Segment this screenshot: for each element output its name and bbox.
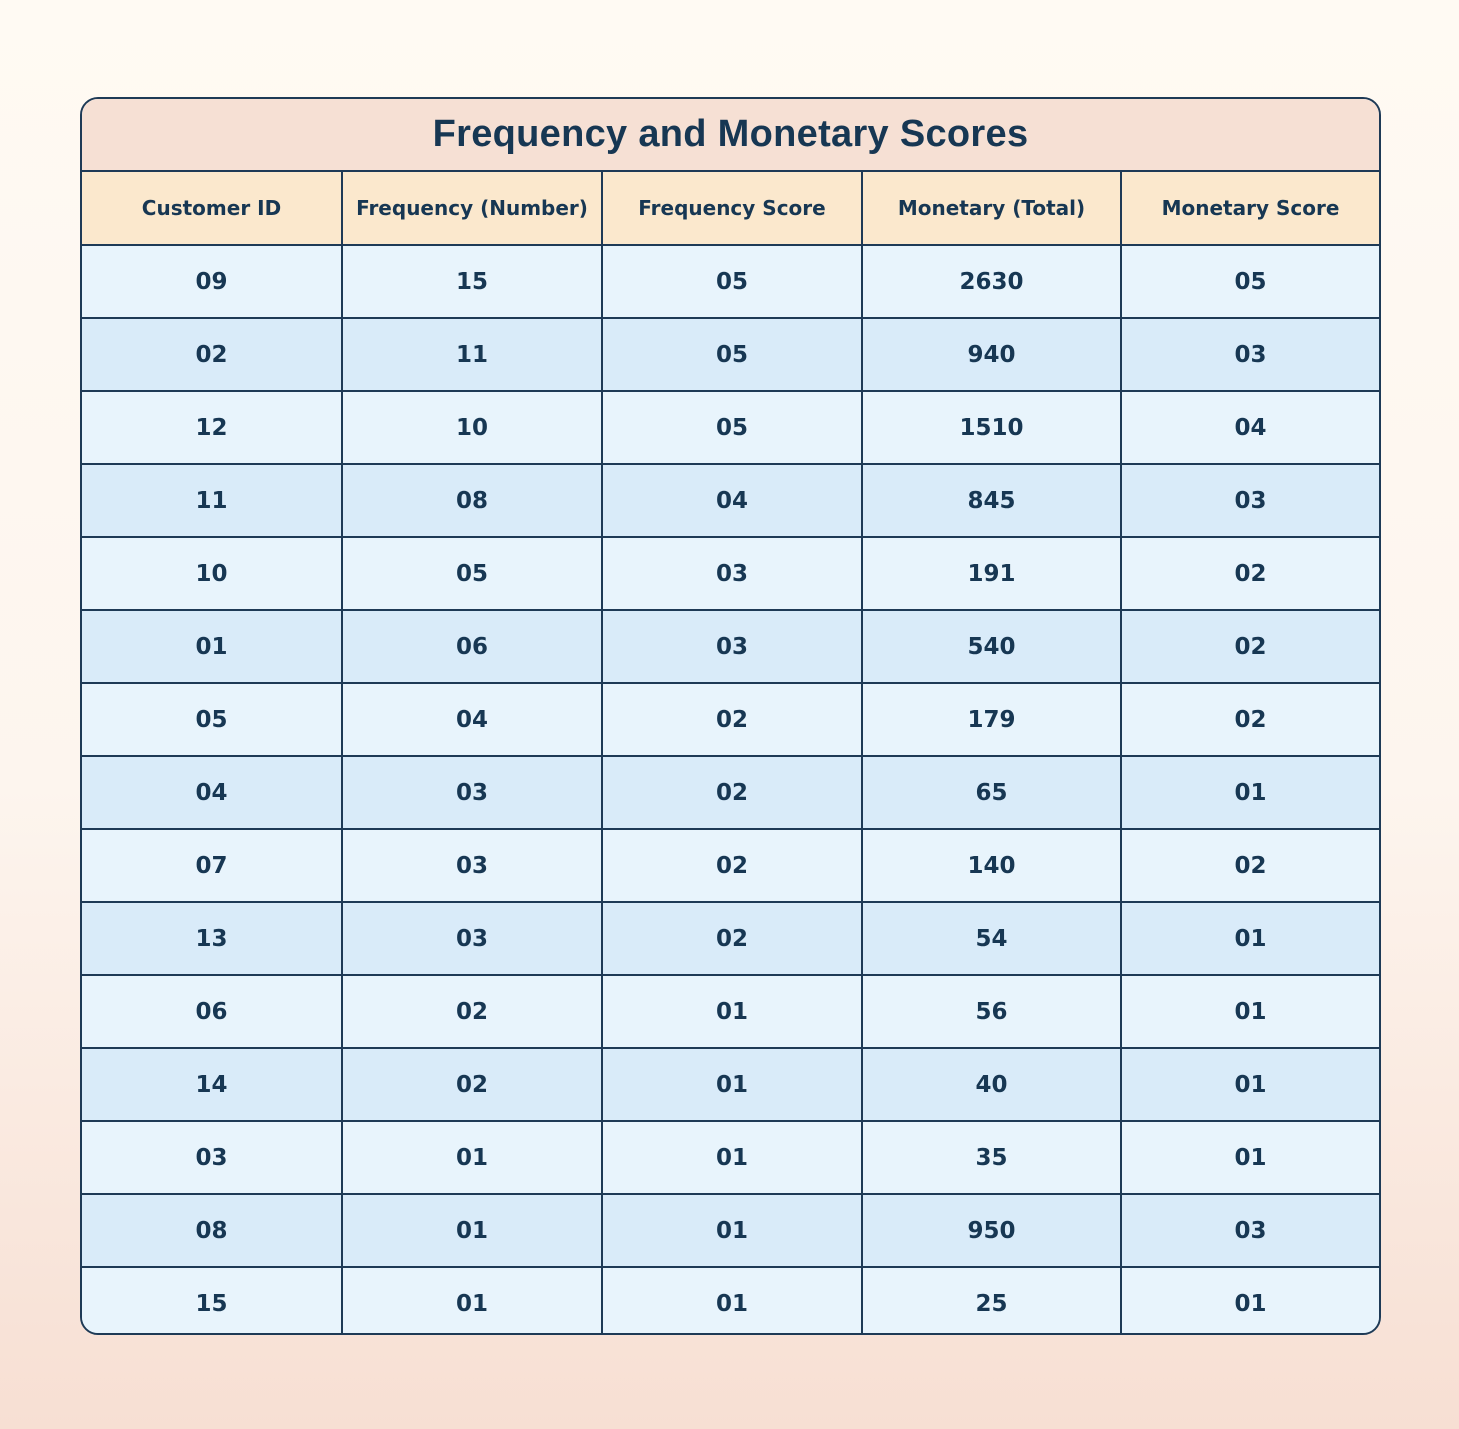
table-row [82,610,1379,683]
customer-id-cell: 01 [82,610,342,683]
monetary-score-cell: 02 [1121,537,1379,610]
monetary-score-cell: 02 [1121,829,1379,902]
frequency-score-cell: 04 [602,464,862,537]
monetary-score-cell: 02 [1121,610,1379,683]
customer-id-cell: 02 [82,318,342,391]
monetary-score-cell: 01 [1121,975,1379,1048]
table-row [82,1121,1379,1194]
customer-id-cell: 09 [82,245,342,318]
frequency-number-cell: 02 [342,975,602,1048]
frequency-score-cell: 01 [602,975,862,1048]
table-row [82,975,1379,1048]
monetary-total-cell: 54 [862,902,1121,975]
frequency-number-cell: 11 [342,318,602,391]
frequency-number-cell: 10 [342,391,602,464]
customer-id-cell: 07 [82,829,342,902]
table-row [82,1048,1379,1121]
monetary-total-cell: 845 [862,464,1121,537]
scores-table [82,172,1379,1335]
monetary-total-cell: 179 [862,683,1121,756]
customer-id-cell: 06 [82,975,342,1048]
frequency-score-cell: 02 [602,902,862,975]
column-header-customer-id: Customer ID [82,172,342,245]
table-title-bar [82,99,1379,172]
monetary-score-cell: 01 [1121,1121,1379,1194]
monetary-total-cell: 2630 [862,245,1121,318]
monetary-score-cell: 03 [1121,464,1379,537]
table-row [82,829,1379,902]
monetary-total-cell: 540 [862,610,1121,683]
monetary-score-cell: 01 [1121,1267,1379,1335]
frequency-number-cell: 03 [342,902,602,975]
monetary-score-cell: 01 [1121,756,1379,829]
customer-id-cell: 15 [82,1267,342,1335]
table-row [82,683,1379,756]
frequency-score-cell: 05 [602,318,862,391]
frequency-score-cell: 02 [602,829,862,902]
monetary-score-cell: 03 [1121,1194,1379,1267]
frequency-score-cell: 05 [602,391,862,464]
frequency-number-cell: 05 [342,537,602,610]
monetary-total-cell: 950 [862,1194,1121,1267]
monetary-total-cell: 65 [862,756,1121,829]
table-title: Frequency and Monetary Scores [432,113,1029,155]
frequency-number-cell: 08 [342,464,602,537]
frequency-score-cell: 01 [602,1267,862,1335]
frequency-score-cell: 01 [602,1048,862,1121]
customer-id-cell: 05 [82,683,342,756]
frequency-score-cell: 02 [602,683,862,756]
column-header-monetary-score: Monetary Score [1121,172,1379,245]
monetary-score-cell: 04 [1121,391,1379,464]
frequency-number-cell: 03 [342,829,602,902]
frequency-number-cell: 02 [342,1048,602,1121]
customer-id-cell: 08 [82,1194,342,1267]
column-header-frequency-score: Frequency Score [602,172,862,245]
customer-id-cell: 14 [82,1048,342,1121]
monetary-total-cell: 140 [862,829,1121,902]
frequency-number-cell: 03 [342,756,602,829]
table-row [82,318,1379,391]
frequency-score-cell: 01 [602,1121,862,1194]
rfm-score-table [80,97,1381,1335]
customer-id-cell: 03 [82,1121,342,1194]
customer-id-cell: 11 [82,464,342,537]
monetary-total-cell: 25 [862,1267,1121,1335]
monetary-total-cell: 1510 [862,391,1121,464]
monetary-score-cell: 01 [1121,902,1379,975]
monetary-total-cell: 40 [862,1048,1121,1121]
frequency-number-cell: 06 [342,610,602,683]
frequency-number-cell: 01 [342,1267,602,1335]
frequency-score-cell: 02 [602,756,862,829]
monetary-score-cell: 03 [1121,318,1379,391]
monetary-total-cell: 191 [862,537,1121,610]
frequency-number-cell: 04 [342,683,602,756]
monetary-total-cell: 940 [862,318,1121,391]
frequency-number-cell: 01 [342,1121,602,1194]
table-row [82,1194,1379,1267]
table-row [82,902,1379,975]
monetary-total-cell: 56 [862,975,1121,1048]
table-row [82,537,1379,610]
table-row [82,1267,1379,1335]
header-row [82,172,1379,245]
monetary-score-cell: 02 [1121,683,1379,756]
frequency-score-cell: 03 [602,610,862,683]
frequency-number-cell: 01 [342,1194,602,1267]
customer-id-cell: 12 [82,391,342,464]
column-header-monetary-total: Monetary (Total) [862,172,1121,245]
customer-id-cell: 10 [82,537,342,610]
frequency-score-cell: 05 [602,245,862,318]
table-row [82,756,1379,829]
table-row [82,464,1379,537]
table-row [82,245,1379,318]
table-row [82,391,1379,464]
frequency-number-cell: 15 [342,245,602,318]
customer-id-cell: 13 [82,902,342,975]
frequency-score-cell: 01 [602,1194,862,1267]
table-body [82,245,1379,1335]
monetary-total-cell: 35 [862,1121,1121,1194]
monetary-score-cell: 01 [1121,1048,1379,1121]
column-header-frequency-number: Frequency (Number) [342,172,602,245]
customer-id-cell: 04 [82,756,342,829]
monetary-score-cell: 05 [1121,245,1379,318]
frequency-score-cell: 03 [602,537,862,610]
